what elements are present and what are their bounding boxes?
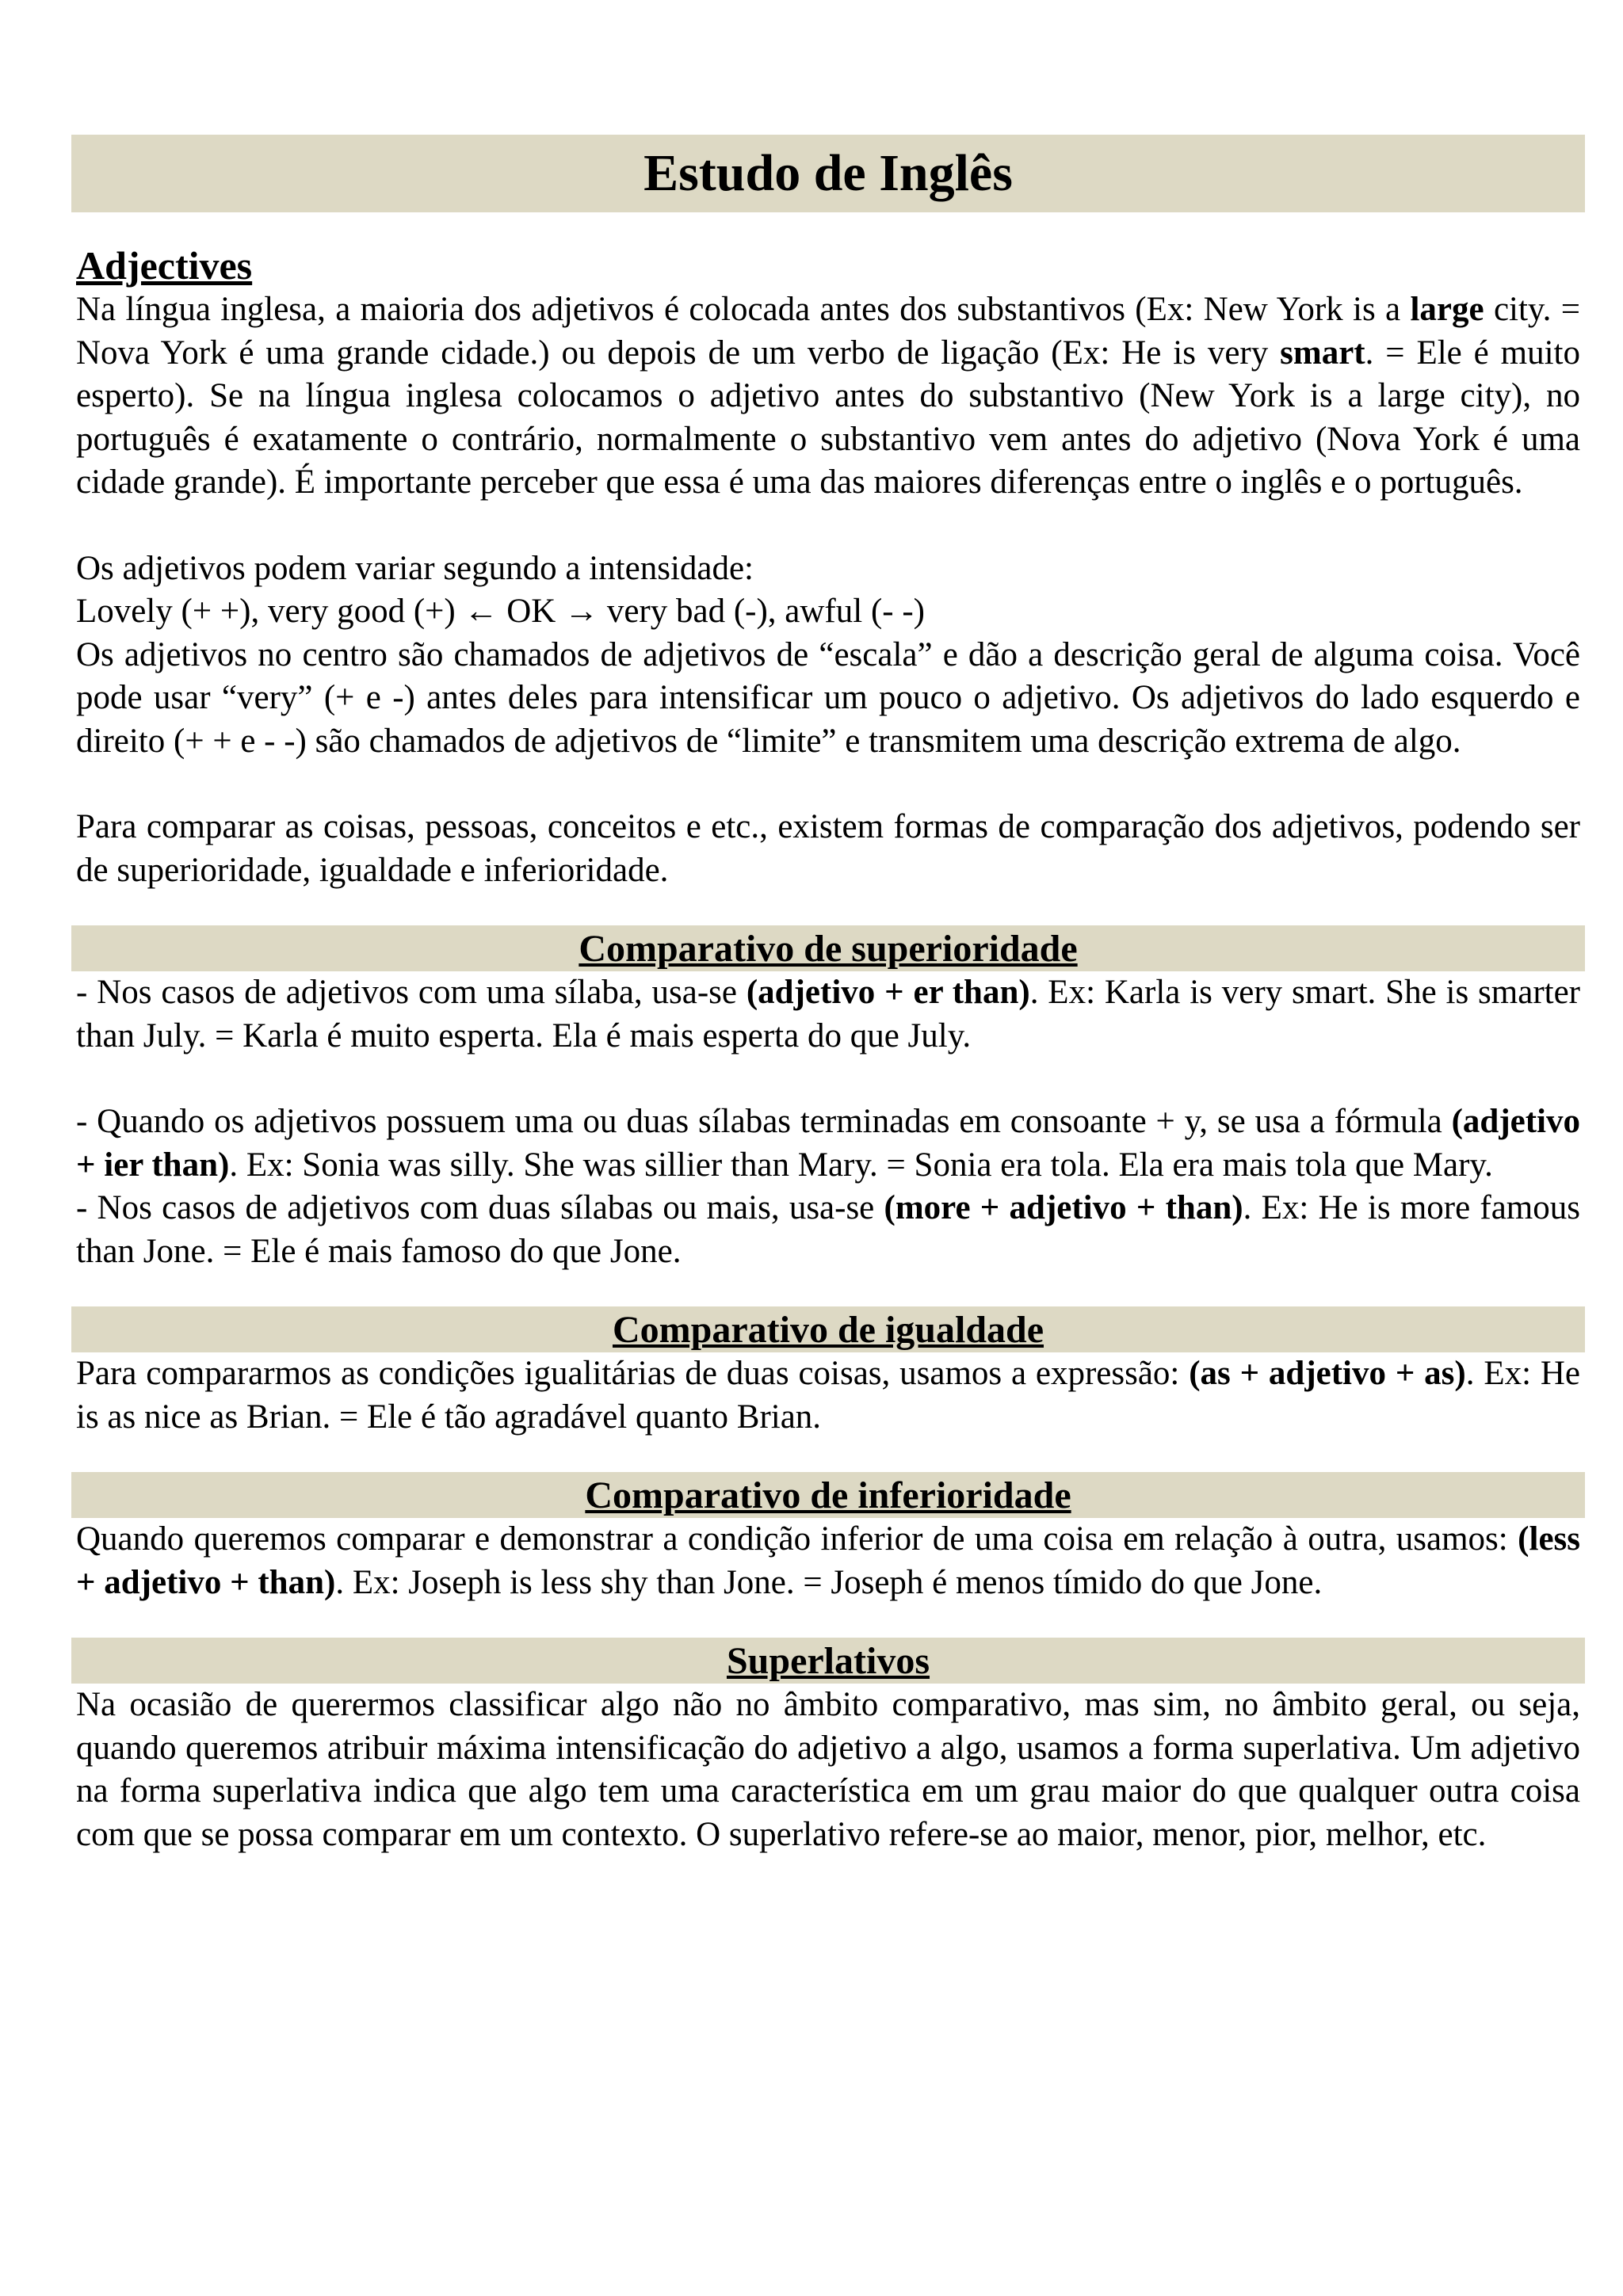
superlativos-heading: Superlativos (726, 1640, 930, 1682)
text-run: - Quando os adjetivos possuem uma ou duas sílabas terminadas em consoante + y, se usa a fórmula (76, 1103, 1452, 1140)
bold-term: large (1410, 291, 1484, 328)
superioridade-item-1 (76, 971, 1580, 1058)
text-run: . = Ele é muito esperto). Se na língua inglesa colocamos o adjetivo antes do substantivo (New York is a large city), no português é exatamente o contrário, normalmente o substantivo vem antes do adjetivo (Nova York é uma cidade grande). É importante perceber que essa é uma das maiores diferenças entre o inglês e o português. (76, 334, 1580, 501)
text-run: . Ex: He is as nice as Brian. = Ele é tão agradável quanto Brian. (76, 1355, 1580, 1436)
superlativos-text: Na ocasião de querermos classificar algo não no âmbito comparativo, mas sim, no âmbito geral, ou seja, quando queremos atribuir máxima intensificação do adjetivo a algo, usamos a forma superlativa. Um adjetivo na forma superlativa indica que algo tem uma característica em um grau maior do que qualquer outra coisa com que se possa comparar em um contexto. O superlativo refere-se ao maior, menor, pior, melhor, etc. (76, 1686, 1580, 1853)
comparison-intro: Para comparar as coisas, pessoas, conceitos e etc., existem formas de comparação dos adjetivos, podendo ser de superioridade, igualdade e inferioridade. (76, 808, 1580, 889)
title-banner (71, 135, 1585, 212)
inferioridade-text (76, 1518, 1580, 1604)
igualdade-heading: Comparativo de igualdade (612, 1309, 1044, 1351)
inferioridade-heading: Comparativo de inferioridade (585, 1474, 1071, 1516)
formula: (as + adjetivo + as) (1189, 1355, 1466, 1392)
formula: (less + adjetivo + than) (76, 1520, 1580, 1601)
text-run: Para compararmos as condições igualitárias de duas coisas, usamos a expressão: (76, 1355, 1190, 1392)
formula: (adjetivo + ier than) (76, 1103, 1580, 1184)
superioridade-heading: Comparativo de superioridade (579, 928, 1078, 970)
page-title: Estudo de Inglês (643, 144, 1013, 202)
text-run: . Ex: He is more famous than Jone. = Ele é mais famoso do que Jone. (76, 1189, 1580, 1270)
text-run: . Ex: Joseph is less shy than Jone. = Joseph é menos tímido do que Jone. (335, 1563, 1323, 1601)
formula: (more + adjetivo + than) (884, 1189, 1243, 1226)
superlativos-banner (71, 1638, 1585, 1684)
superioridade-banner (71, 925, 1585, 971)
superioridade-item-3 (76, 1187, 1580, 1273)
intensity-intro: Os adjetivos podem variar segundo a intensidade: (76, 549, 754, 587)
igualdade-text (76, 1352, 1580, 1439)
document-page (71, 135, 1585, 1856)
text-run: . Ex: Sonia was silly. She was sillier than Mary. = Sonia era tola. Ela era mais tola que Mary. (229, 1146, 1493, 1184)
superioridade-item-2 (76, 1100, 1580, 1187)
adjectives-heading: Adjectives (76, 243, 253, 288)
text-run: city. = Nova York é uma grande cidade.) ou depois de um verbo de ligação (Ex: He is very (76, 291, 1580, 372)
intensity-explanation: Os adjetivos no centro são chamados de adjetivos de “escala” e dão a descrição geral de alguma coisa. Você pode usar “very” (+ e -) antes deles para intensificar um pouco o adjetivo. Os adjetivos do lado esquerdo e direito (+ + e - -) são chamados de adjetivos de “limite” e transmitem uma descrição extrema de algo. (76, 635, 1580, 760)
text-run: - Nos casos de adjetivos com uma sílaba, usa-se (76, 974, 747, 1011)
text-run: Na língua inglesa, a maioria dos adjetivos é colocada antes dos substantivos (Ex: New York is a (76, 291, 1411, 328)
bold-term: smart (1280, 334, 1365, 372)
intensity-scale: Lovely (+ +), very good (+) ← OK → very bad (-), awful (- -) (76, 593, 925, 630)
inferioridade-banner (71, 1472, 1585, 1518)
igualdade-banner (71, 1306, 1585, 1352)
text-run: . Ex: Karla is very smart. She is smarter than July. = Karla é muito esperta. Ela é mais esperta do que July. (76, 974, 1580, 1055)
formula: (adjetivo + er than) (746, 974, 1030, 1011)
text-run: - Nos casos de adjetivos com duas sílabas ou mais, usa-se (76, 1189, 884, 1226)
text-run: Quando queremos comparar e demonstrar a condição inferior de uma coisa em relação à outra, usamos: (76, 1520, 1518, 1558)
adjectives-paragraph-1 (76, 288, 1580, 505)
